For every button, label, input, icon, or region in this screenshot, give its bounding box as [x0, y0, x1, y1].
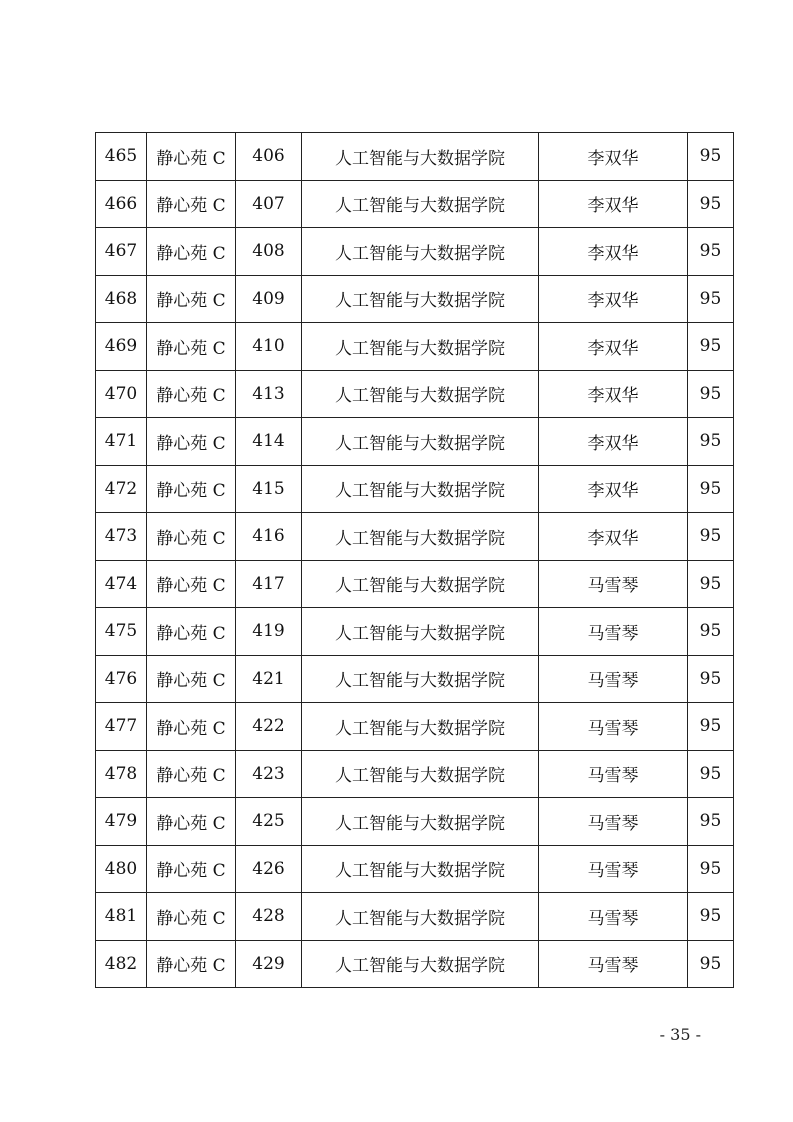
score-cell: 95 — [688, 228, 734, 276]
row-number-cell: 469 — [96, 323, 147, 371]
teacher-cell: 李双华 — [539, 465, 688, 513]
room-number-cell: 421 — [236, 655, 302, 703]
college-cell: 人工智能与大数据学院 — [302, 180, 539, 228]
table-row — [96, 655, 734, 703]
teacher-cell: 马雪琴 — [539, 655, 688, 703]
table-row — [96, 798, 734, 846]
table-row — [96, 465, 734, 513]
college-cell: 人工智能与大数据学院 — [302, 608, 539, 656]
table-body — [96, 133, 734, 988]
teacher-cell: 李双华 — [539, 228, 688, 276]
college-cell: 人工智能与大数据学院 — [302, 418, 539, 466]
room-number-cell: 416 — [236, 513, 302, 561]
score-cell: 95 — [688, 893, 734, 941]
dormitory-score-table — [95, 132, 734, 988]
score-cell: 95 — [688, 940, 734, 988]
score-cell: 95 — [688, 513, 734, 561]
building-cell: 静心苑 C — [147, 798, 236, 846]
room-number-cell: 425 — [236, 798, 302, 846]
college-cell: 人工智能与大数据学院 — [302, 275, 539, 323]
table-row — [96, 370, 734, 418]
college-cell: 人工智能与大数据学院 — [302, 513, 539, 561]
table-row — [96, 703, 734, 751]
building-cell: 静心苑 C — [147, 893, 236, 941]
teacher-cell: 李双华 — [539, 180, 688, 228]
score-cell: 95 — [688, 370, 734, 418]
teacher-cell: 李双华 — [539, 370, 688, 418]
score-cell: 95 — [688, 703, 734, 751]
room-number-cell: 415 — [236, 465, 302, 513]
building-cell: 静心苑 C — [147, 513, 236, 561]
score-cell: 95 — [688, 275, 734, 323]
teacher-cell: 李双华 — [539, 323, 688, 371]
teacher-cell: 马雪琴 — [539, 608, 688, 656]
teacher-cell: 马雪琴 — [539, 940, 688, 988]
teacher-cell: 马雪琴 — [539, 560, 688, 608]
building-cell: 静心苑 C — [147, 180, 236, 228]
building-cell: 静心苑 C — [147, 750, 236, 798]
college-cell: 人工智能与大数据学院 — [302, 893, 539, 941]
table-row — [96, 608, 734, 656]
score-cell: 95 — [688, 655, 734, 703]
row-number-cell: 467 — [96, 228, 147, 276]
table-row — [96, 750, 734, 798]
row-number-cell: 480 — [96, 845, 147, 893]
score-cell: 95 — [688, 750, 734, 798]
building-cell: 静心苑 C — [147, 418, 236, 466]
table-row — [96, 275, 734, 323]
building-cell: 静心苑 C — [147, 703, 236, 751]
row-number-cell: 466 — [96, 180, 147, 228]
room-number-cell: 413 — [236, 370, 302, 418]
row-number-cell: 475 — [96, 608, 147, 656]
row-number-cell: 477 — [96, 703, 147, 751]
row-number-cell: 465 — [96, 133, 147, 181]
college-cell: 人工智能与大数据学院 — [302, 228, 539, 276]
table-row — [96, 323, 734, 371]
row-number-cell: 472 — [96, 465, 147, 513]
college-cell: 人工智能与大数据学院 — [302, 133, 539, 181]
college-cell: 人工智能与大数据学院 — [302, 465, 539, 513]
room-number-cell: 410 — [236, 323, 302, 371]
score-cell: 95 — [688, 465, 734, 513]
college-cell: 人工智能与大数据学院 — [302, 798, 539, 846]
row-number-cell: 468 — [96, 275, 147, 323]
college-cell: 人工智能与大数据学院 — [302, 703, 539, 751]
college-cell: 人工智能与大数据学院 — [302, 750, 539, 798]
teacher-cell: 马雪琴 — [539, 893, 688, 941]
building-cell: 静心苑 C — [147, 845, 236, 893]
room-number-cell: 407 — [236, 180, 302, 228]
college-cell: 人工智能与大数据学院 — [302, 370, 539, 418]
building-cell: 静心苑 C — [147, 133, 236, 181]
teacher-cell: 马雪琴 — [539, 798, 688, 846]
room-number-cell: 419 — [236, 608, 302, 656]
row-number-cell: 478 — [96, 750, 147, 798]
teacher-cell: 李双华 — [539, 513, 688, 561]
row-number-cell: 482 — [96, 940, 147, 988]
room-number-cell: 406 — [236, 133, 302, 181]
table-row — [96, 560, 734, 608]
building-cell: 静心苑 C — [147, 275, 236, 323]
row-number-cell: 481 — [96, 893, 147, 941]
teacher-cell: 马雪琴 — [539, 703, 688, 751]
row-number-cell: 471 — [96, 418, 147, 466]
teacher-cell: 马雪琴 — [539, 845, 688, 893]
room-number-cell: 414 — [236, 418, 302, 466]
table-row — [96, 845, 734, 893]
row-number-cell: 473 — [96, 513, 147, 561]
table-row — [96, 940, 734, 988]
teacher-cell: 李双华 — [539, 133, 688, 181]
score-cell: 95 — [688, 418, 734, 466]
room-number-cell: 426 — [236, 845, 302, 893]
score-cell: 95 — [688, 608, 734, 656]
room-number-cell: 417 — [236, 560, 302, 608]
row-number-cell: 479 — [96, 798, 147, 846]
college-cell: 人工智能与大数据学院 — [302, 560, 539, 608]
score-cell: 95 — [688, 560, 734, 608]
college-cell: 人工智能与大数据学院 — [302, 845, 539, 893]
teacher-cell: 李双华 — [539, 275, 688, 323]
college-cell: 人工智能与大数据学院 — [302, 655, 539, 703]
room-number-cell: 423 — [236, 750, 302, 798]
score-cell: 95 — [688, 798, 734, 846]
building-cell: 静心苑 C — [147, 560, 236, 608]
room-number-cell: 422 — [236, 703, 302, 751]
building-cell: 静心苑 C — [147, 370, 236, 418]
row-number-cell: 474 — [96, 560, 147, 608]
building-cell: 静心苑 C — [147, 940, 236, 988]
table-row — [96, 893, 734, 941]
table-row — [96, 180, 734, 228]
building-cell: 静心苑 C — [147, 228, 236, 276]
room-number-cell: 408 — [236, 228, 302, 276]
college-cell: 人工智能与大数据学院 — [302, 940, 539, 988]
building-cell: 静心苑 C — [147, 465, 236, 513]
row-number-cell: 470 — [96, 370, 147, 418]
table-row — [96, 228, 734, 276]
score-cell: 95 — [688, 323, 734, 371]
page-number: - 35 - — [659, 1025, 701, 1044]
score-cell: 95 — [688, 845, 734, 893]
room-number-cell: 409 — [236, 275, 302, 323]
table-row — [96, 418, 734, 466]
building-cell: 静心苑 C — [147, 655, 236, 703]
row-number-cell: 476 — [96, 655, 147, 703]
teacher-cell: 李双华 — [539, 418, 688, 466]
building-cell: 静心苑 C — [147, 608, 236, 656]
teacher-cell: 马雪琴 — [539, 750, 688, 798]
table-row — [96, 513, 734, 561]
score-cell: 95 — [688, 133, 734, 181]
building-cell: 静心苑 C — [147, 323, 236, 371]
room-number-cell: 428 — [236, 893, 302, 941]
room-number-cell: 429 — [236, 940, 302, 988]
college-cell: 人工智能与大数据学院 — [302, 323, 539, 371]
score-cell: 95 — [688, 180, 734, 228]
table-row — [96, 133, 734, 181]
